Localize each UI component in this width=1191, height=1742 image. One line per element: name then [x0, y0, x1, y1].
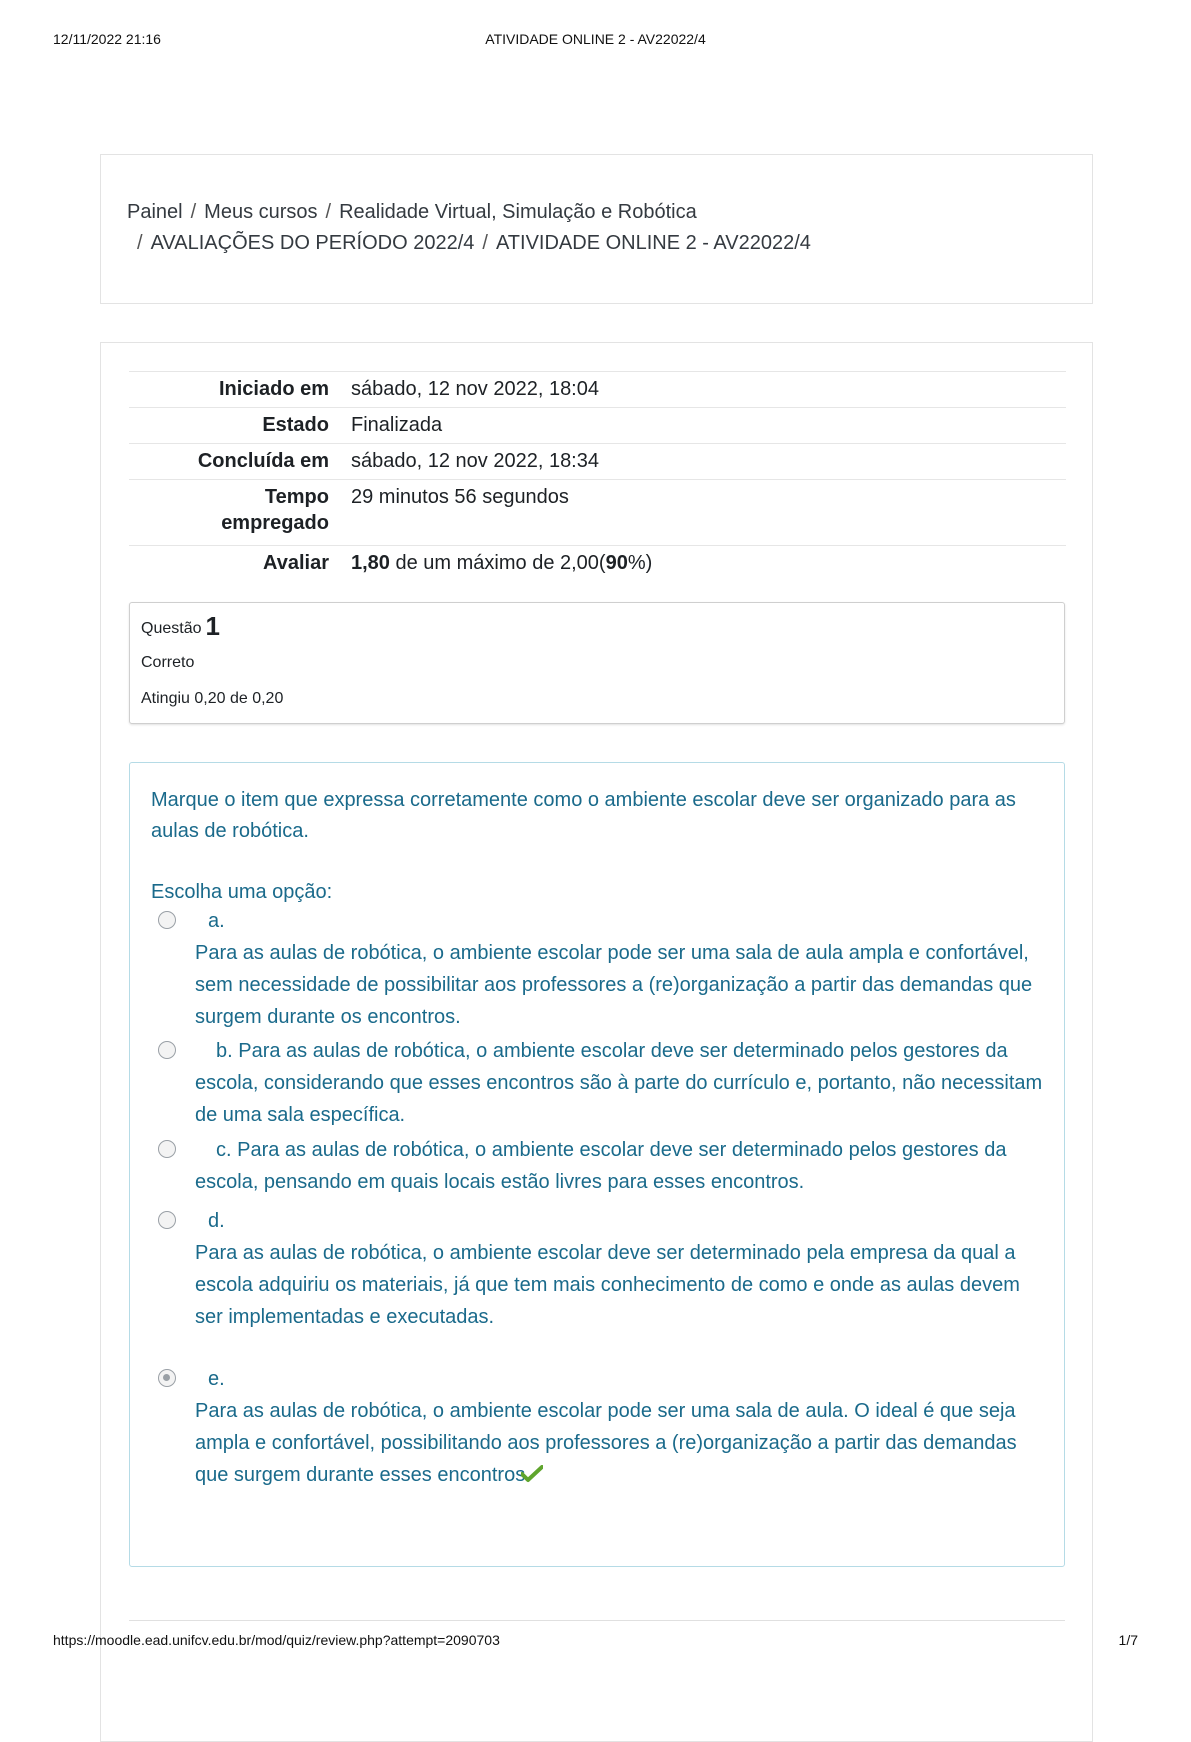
state-label: Estado — [262, 414, 329, 436]
print-page-number: 1/7 — [1118, 1632, 1138, 1648]
breadcrumb-separator: / — [190, 201, 197, 223]
attempt-summary-table — [129, 371, 1066, 581]
print-header — [0, 31, 1191, 51]
question-formulation — [129, 762, 1065, 1567]
answer-option-c[interactable] — [158, 1134, 1038, 1204]
breadcrumb-item-course[interactable]: Realidade Virtual, Simulação e Robótica — [339, 201, 697, 223]
question-text: Marque o item que expressa corretamente como o ambiente escolar deve ser organizado para as aulas de robótica. — [151, 789, 1016, 842]
answer-prompt: Escolha uma opção: — [151, 881, 333, 903]
breadcrumb-item-section[interactable]: AVALIAÇÕES DO PERÍODO 2022/4 — [150, 232, 475, 254]
completed-value: sábado, 12 nov 2022, 18:34 — [351, 450, 599, 472]
question-info-box — [129, 602, 1065, 724]
option-letter: e. — [208, 1368, 225, 1390]
radio-option-c[interactable] — [158, 1140, 176, 1158]
breadcrumb-item-quiz[interactable]: ATIVIDADE ONLINE 2 - AV22022/4 — [495, 232, 811, 254]
question-mark: Atingiu 0,20 de 0,20 — [141, 690, 284, 707]
option-letter: a. — [208, 910, 225, 932]
question-state: Correto — [141, 654, 195, 671]
print-title: ATIVIDADE ONLINE 2 - AV22022/4 — [485, 31, 706, 47]
breadcrumb-card — [100, 154, 1093, 304]
grade-label: Avaliar — [263, 552, 329, 574]
breadcrumb-item-painel[interactable]: Painel — [127, 201, 183, 223]
answer-option-b[interactable] — [158, 1035, 1043, 1135]
print-url: https://moodle.ead.unifcv.edu.br/mod/quiz/review.php?attempt=2090703 — [53, 1632, 500, 1648]
option-text: Para as aulas de robótica, o ambiente escolar pode ser uma sala de aula. O ideal é que seja ampla e confortável, possibilitando aos professores a (re)organização a partir das demandas que surgem durante esses encontros — [195, 1400, 1017, 1486]
breadcrumb-separator: / — [325, 201, 332, 223]
grade-percent: 90 — [605, 552, 628, 574]
summary-row-state — [129, 407, 1066, 443]
breadcrumb — [127, 197, 1067, 259]
answer-option-a[interactable] — [158, 905, 1038, 1028]
breadcrumb-separator: / — [137, 232, 143, 254]
started-value: sábado, 12 nov 2022, 18:04 — [351, 378, 599, 400]
radio-option-e[interactable] — [158, 1369, 176, 1387]
time-value: 29 minutos 56 segundos — [351, 486, 569, 508]
option-text: Para as aulas de robótica, o ambiente escolar deve ser determinado pela empresa da qual a escola adquiriu os materiais, já que tem mais conhecimento de como e onde as aulas devem ser implementadas e executadas. — [195, 1242, 1020, 1328]
breadcrumb-item-meus-cursos[interactable]: Meus cursos — [204, 201, 318, 223]
answer-option-d[interactable] — [158, 1205, 1038, 1335]
print-date: 12/11/2022 21:16 — [53, 31, 161, 47]
radio-option-a[interactable] — [158, 911, 176, 929]
print-footer — [0, 1632, 1191, 1652]
summary-row-grade — [129, 545, 1066, 581]
radio-option-d[interactable] — [158, 1211, 176, 1229]
summary-row-time — [129, 479, 1066, 545]
radio-option-b[interactable] — [158, 1041, 176, 1059]
option-text: Para as aulas de robótica, o ambiente escolar pode ser uma sala de aula ampla e confortável, sem necessidade de possibilitar aos professores a (re)organização a partir das demandas que surgem durante os encontros. — [195, 942, 1033, 1028]
option-text: b. Para as aulas de robótica, o ambiente escolar deve ser determinado pelos gestores da escola, considerando que esses encontros são à parte do currículo e, portanto, não necessitam de uma sala específica. — [195, 1040, 1043, 1126]
summary-row-completed — [129, 443, 1066, 479]
state-value: Finalizada — [351, 414, 443, 436]
breadcrumb-separator: / — [482, 232, 488, 254]
question-number: Questão 1 — [141, 611, 220, 641]
started-label: Iniciado em — [218, 378, 329, 400]
check-icon — [521, 1461, 543, 1479]
summary-row-started — [129, 371, 1066, 407]
time-label: Tempo empregado — [221, 486, 329, 534]
option-letter: d. — [208, 1210, 225, 1232]
option-text: c. Para as aulas de robótica, o ambiente escolar deve ser determinado pelos gestores da escola, pensando em quais locais estão livres para esses encontros. — [195, 1139, 1007, 1193]
answer-option-e[interactable] — [158, 1363, 1038, 1493]
grade-score: 1,80 — [351, 552, 390, 574]
completed-label: Concluída em — [197, 450, 329, 472]
divider — [129, 1620, 1065, 1621]
grade-max: de um máximo de 2,00( — [389, 552, 606, 574]
grade-value: 1,80 de um máximo de 2,00(90%) — [351, 552, 653, 574]
